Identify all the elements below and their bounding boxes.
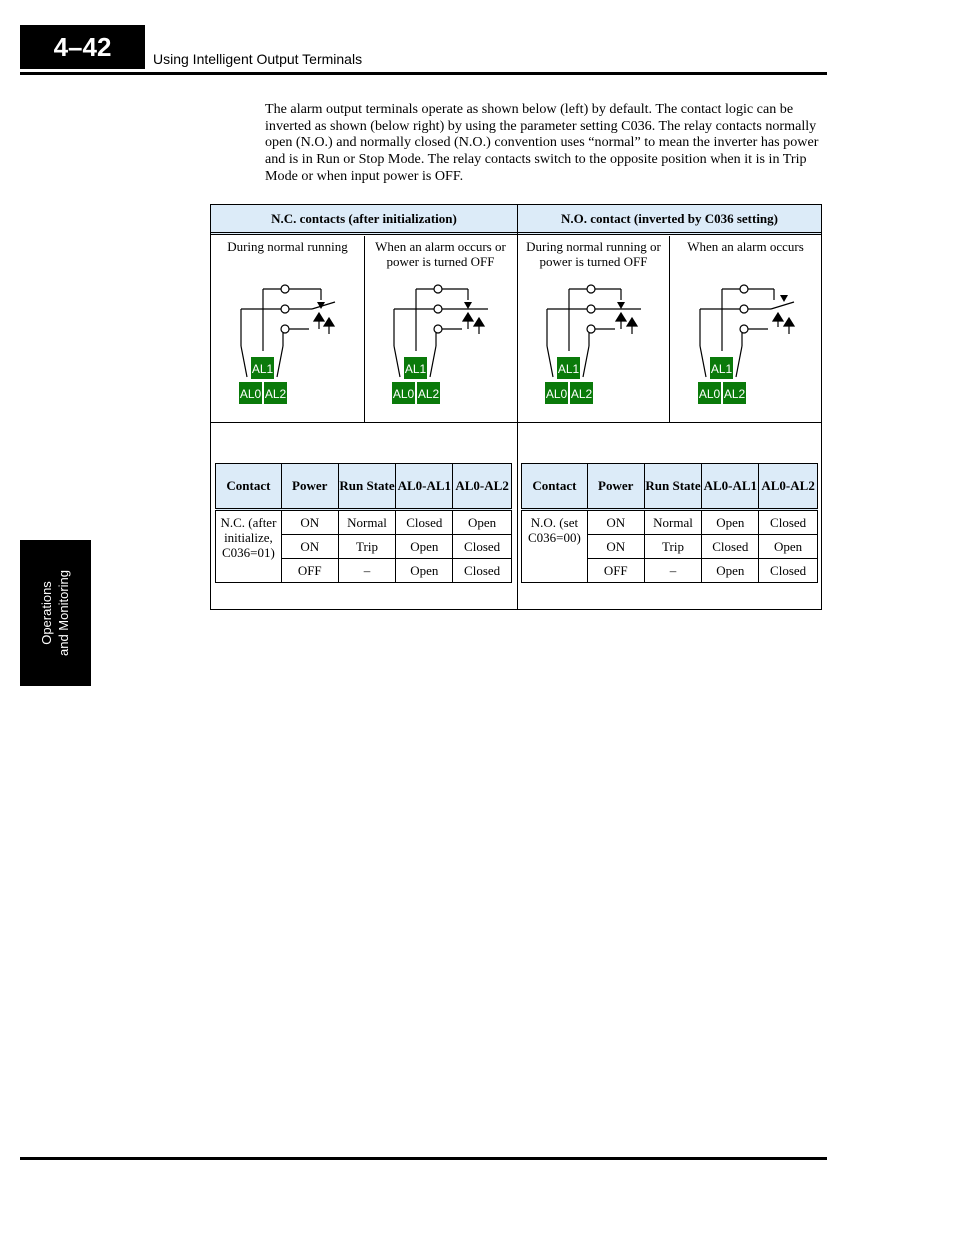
cell: OFF xyxy=(587,559,644,583)
nc-state-table xyxy=(215,463,512,583)
cell: Trip xyxy=(338,535,396,559)
cell: Normal xyxy=(644,510,702,535)
relay-diagram-no-normal xyxy=(541,281,651,406)
cell: OFF xyxy=(281,559,338,583)
down-arrow-icon xyxy=(464,302,472,309)
cell: ON xyxy=(587,510,644,535)
side-tab-line2: and Monitoring xyxy=(56,570,71,656)
table-row xyxy=(216,510,512,535)
cell: Closed xyxy=(396,510,453,535)
header-rule xyxy=(20,72,827,75)
diagram-row-bottom xyxy=(211,422,821,423)
cell: ON xyxy=(587,535,644,559)
terminal-circles xyxy=(281,285,289,333)
al2-label: AL2 xyxy=(264,387,287,401)
al1-label: AL1 xyxy=(404,362,427,376)
cell: Normal xyxy=(338,510,396,535)
al0-label: AL0 xyxy=(392,387,415,401)
footer-rule xyxy=(20,1157,827,1160)
al2-label: AL2 xyxy=(570,387,593,401)
col-al0-al1: AL0-AL1 xyxy=(396,464,453,510)
cell: – xyxy=(338,559,396,583)
cell: Open xyxy=(759,535,818,559)
cell: Closed xyxy=(453,535,512,559)
terminal-circles xyxy=(434,285,442,333)
al2-label: AL2 xyxy=(723,387,746,401)
no-caption-alarm: When an alarm occurs xyxy=(687,239,804,254)
down-arrow-icon xyxy=(617,302,625,309)
col-contact: Contact xyxy=(522,464,588,510)
up-arrows-icon xyxy=(463,313,484,334)
cell: ON xyxy=(281,510,338,535)
cell: Open xyxy=(453,510,512,535)
page-number: 4–42 xyxy=(20,25,145,69)
no-caption-normal: During normal running or power is turned OFF xyxy=(526,239,661,269)
cell: Closed xyxy=(759,559,818,583)
side-tab-line1: Operations xyxy=(39,581,54,645)
contact-label: N.C. (after initialize, C036=01) xyxy=(216,510,282,583)
cell: Trip xyxy=(644,535,702,559)
al0-label: AL0 xyxy=(698,387,721,401)
al1-label: AL1 xyxy=(710,362,733,376)
al1-label: AL1 xyxy=(251,362,274,376)
up-arrows-icon xyxy=(773,313,794,334)
relay-diagram-no-alarm xyxy=(694,281,804,406)
cell: Open xyxy=(702,510,759,535)
no-diagram-divider xyxy=(669,236,670,423)
al2-label: AL2 xyxy=(417,387,440,401)
cell: Open xyxy=(396,535,453,559)
no-state-table xyxy=(521,463,818,583)
col-contact: Contact xyxy=(216,464,282,510)
cell: – xyxy=(644,559,702,583)
col-al0-al2: AL0-AL2 xyxy=(759,464,818,510)
nc-caption-normal: During normal running xyxy=(227,239,348,254)
nc-caption-alarm: When an alarm occurs or power is turned OFF xyxy=(375,239,506,269)
al1-label: AL1 xyxy=(557,362,580,376)
nc-diagram-divider xyxy=(364,236,365,423)
cell: Open xyxy=(702,559,759,583)
section-title: Using Intelligent Output Terminals xyxy=(153,51,363,67)
cell: Open xyxy=(396,559,453,583)
terminal-circles xyxy=(587,285,595,333)
col-al0-al1: AL0-AL1 xyxy=(702,464,759,510)
cell: Closed xyxy=(759,510,818,535)
col-al0-al2: AL0-AL2 xyxy=(453,464,512,510)
nc-heading: N.C. contacts (after initialization) xyxy=(211,205,517,235)
al0-label: AL0 xyxy=(545,387,568,401)
col-power: Power xyxy=(587,464,644,510)
relay-diagram-nc-normal xyxy=(235,281,345,406)
cell: Closed xyxy=(702,535,759,559)
up-arrows-icon xyxy=(616,313,637,334)
alarm-contact-table xyxy=(210,204,822,610)
cell: Closed xyxy=(453,559,512,583)
table-row xyxy=(522,510,818,535)
contact-label: N.O. (set C036=00) xyxy=(522,510,588,583)
al0-label: AL0 xyxy=(239,387,262,401)
no-heading: N.O. contact (inverted by C036 setting) xyxy=(518,205,821,235)
terminal-circles xyxy=(740,285,748,333)
col-run-state: Run State xyxy=(338,464,396,510)
intro-paragraph: The alarm output terminals operate as shown below (left) by default. The contact logic can be inverted as shown (below right) by using the parameter setting C036. The relay contacts normally open (N.O.) and normally closed (N.O.) convention uses “normal” to mean the inverter has power and is in Run or Stop Mode. The relay contacts switch to the opposite position when it is in Trip Mode or when input power is OFF. xyxy=(265,101,819,184)
relay-diagram-nc-alarm xyxy=(388,281,498,406)
side-tab-label xyxy=(38,533,72,693)
down-arrow-icon xyxy=(780,295,788,302)
cell: ON xyxy=(281,535,338,559)
col-power: Power xyxy=(281,464,338,510)
up-arrows-icon xyxy=(314,313,334,334)
col-run-state: Run State xyxy=(644,464,702,510)
panel-divider xyxy=(517,205,518,609)
